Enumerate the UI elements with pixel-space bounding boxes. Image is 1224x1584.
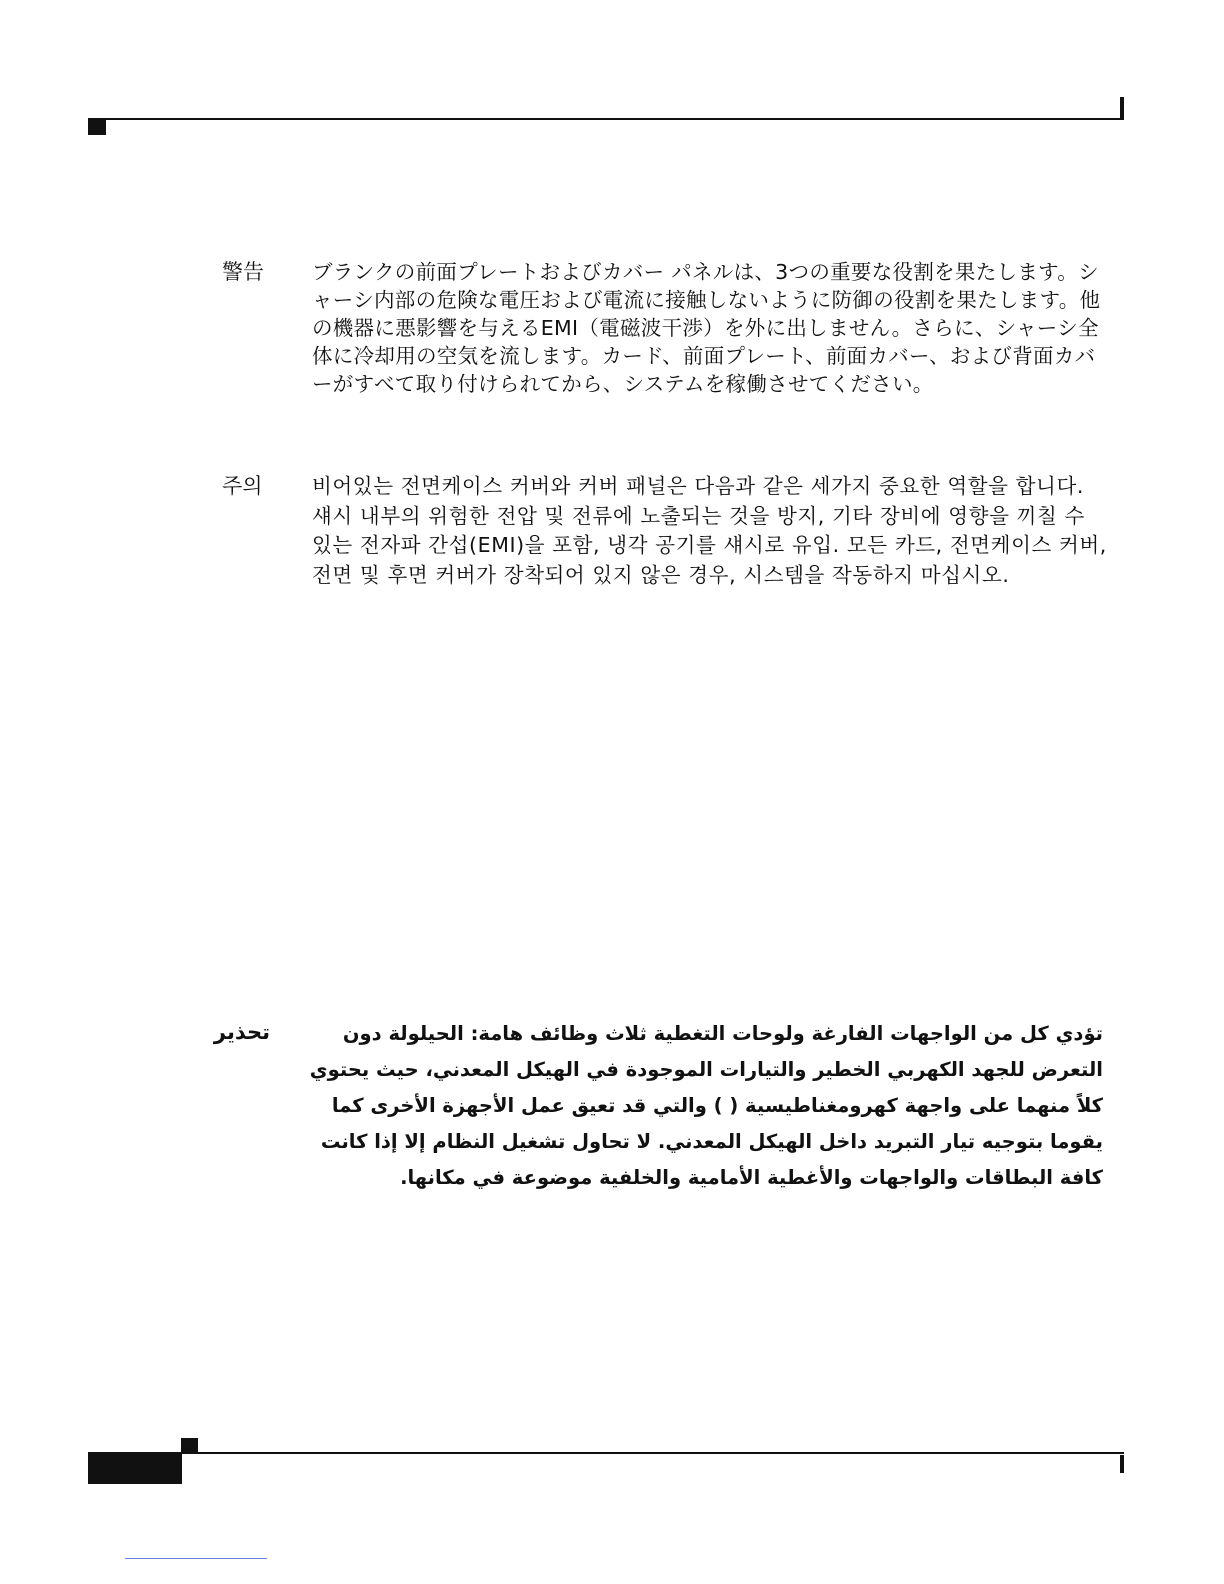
header-rule (88, 118, 1124, 120)
header-rule-tick (1120, 97, 1124, 119)
warning-label-korean: 주의 (222, 474, 263, 498)
footer-page-tab (88, 1454, 182, 1484)
warning-text-japanese: ブランクの前面プレートおよびカバー パネルは、3つの重要な役割を果たします。シャーシ内部の危険な電圧および電流に接触しないように防御の役割を果たします。他の機器に悪影響を与えるEMI（電磁波干渉）を外に出しません。さらに、シャーシ全体に冷却用の空気を流します。カード、前面プレート、前面カバー、および背面カバーがすべて取り付けられてから、システムを稼働させてください。 (312, 260, 1101, 396)
header-marker (88, 120, 106, 135)
footer-rule (88, 1452, 1124, 1454)
warning-text-korean: 비어있는 전면케이스 커버와 커버 패널은 다음과 같은 세가지 중요한 역할을 합니다. 섀시 내부의 위험한 전압 및 전류에 노출되는 것을 방지, 기타 장비에 영향을 끼칠 수 있는 전자파 간섭(EMI)을 포함, 냉각 공기를 섀시로 유입. 모든 카드, 전면케이스 커버, 전면 및 후면 커버가 장착되어 있지 않은 경우, 시스템을 작동하지 마십시오. (312, 474, 1107, 587)
footer-marker (181, 1438, 198, 1453)
warning-text-arabic: تؤدي كل من الواجهات الفارغة ولوحات التغطية ثلاث وظائف هامة: الحيلولة دون التعرض للجهد الكهربي الخطير والتيارات الموجودة في الهيكل المعدني، حيث يحتوي كلاً منهما على واجهة كهرومغناطيسية ( ) والتي قد تعيق عمل الأجهزة الأخرى كما يقوما بتوجيه تيار التبريد داخل الهيكل المعدني. لا تحاول تشغيل النظام إلا إذا كانت كافة البطاقات والواجهات والأغطية الأمامية والخلفية موضوعة في مكانها. (309, 1022, 1103, 1189)
footer-link-underline[interactable] (125, 1558, 267, 1559)
warning-label-japanese: 警告 (222, 260, 264, 284)
warning-label-arabic: تحذير (213, 1020, 270, 1044)
footer-rule-tick (1120, 1455, 1124, 1473)
